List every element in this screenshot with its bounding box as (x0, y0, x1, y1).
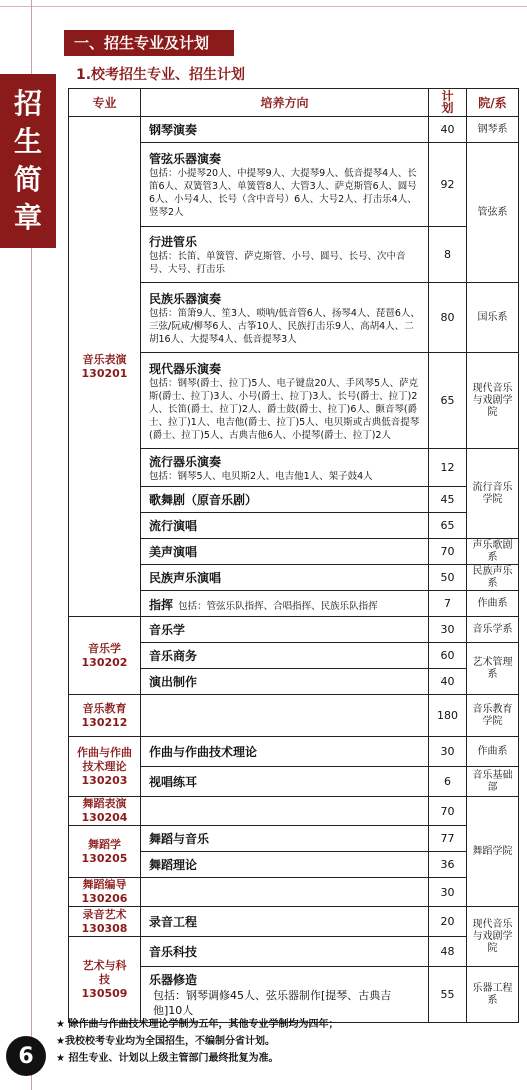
direction-cell: 流行器乐演奏 包括：钢琴5人、电贝斯2人、电吉他1人、架子鼓4人 (141, 449, 429, 487)
plan-cell: 92 (429, 143, 467, 227)
dept-cell: 钢琴系 (467, 117, 519, 143)
plan-cell: 70 (429, 539, 467, 565)
plan-cell: 6 (429, 767, 467, 797)
plan-cell: 55 (429, 967, 467, 1023)
direction-cell: 舞蹈理论 (141, 852, 429, 878)
direction-cell: 行进管乐 包括：长笛、单簧管、萨克斯管、小号、圆号、长号、次中音号、大号、打击乐 (141, 227, 429, 283)
major-cell: 舞蹈学 130205 (69, 826, 141, 878)
plan-cell: 12 (429, 449, 467, 487)
direction-cell: 管弦乐器演奏 包括：小提琴20人、中提琴9人、大提琴9人、低音提琴4人、长笛6人、双簧管3人、单簧管8人、大管3人、萨克斯管6人、圆号6人、小号4人、长号（含中音号）6人、大号2人、打击乐4人、竖琴2人 (141, 143, 429, 227)
dept-cell: 现代音乐与戏剧学院 (467, 353, 519, 449)
enrollment-plan-table (68, 88, 519, 1023)
plan-cell: 65 (429, 353, 467, 449)
plan-cell: 40 (429, 669, 467, 695)
plan-cell: 30 (429, 878, 467, 907)
plan-cell: 20 (429, 907, 467, 937)
plan-cell: 36 (429, 852, 467, 878)
dept-cell: 音乐教育学院 (467, 695, 519, 737)
sidebar-char: 章 (13, 201, 42, 234)
table-row (69, 878, 519, 907)
direction-cell: 乐器修造 包括：钢琴调修45人、弦乐器制作[提琴、古典吉他]10人 (141, 967, 429, 1023)
plan-cell: 48 (429, 937, 467, 967)
direction-cell: 美声演唱 (141, 539, 429, 565)
direction-cell: 演出制作 (141, 669, 429, 695)
table-row (69, 117, 519, 143)
table-row (69, 797, 519, 826)
direction-cell: 钢琴演奏 (141, 117, 429, 143)
plan-cell: 40 (429, 117, 467, 143)
direction-cell: 音乐商务 (141, 643, 429, 669)
sidebar-banner (0, 74, 56, 248)
table-row (69, 737, 519, 767)
sidebar-char: 简 (13, 163, 42, 196)
major-cell: 音乐表演 130201 (69, 117, 141, 617)
plan-cell: 65 (429, 513, 467, 539)
direction-cell: 音乐学 (141, 617, 429, 643)
section-header: 一、招生专业及计划 (64, 30, 234, 56)
header-plan: 计划 (429, 89, 467, 117)
direction-cell: 歌舞剧（原音乐剧） (141, 487, 429, 513)
dept-cell: 管弦系 (467, 143, 519, 283)
plan-cell: 8 (429, 227, 467, 283)
direction-cell: 流行演唱 (141, 513, 429, 539)
dept-cell: 现代音乐与戏剧学院 (467, 907, 519, 967)
top-divider (0, 6, 527, 7)
table-row (69, 695, 519, 737)
section-subtitle: 1.校考招生专业、招生计划 (76, 67, 246, 83)
dept-cell: 流行音乐学院 (467, 449, 519, 539)
major-cell: 音乐学 130202 (69, 617, 141, 695)
direction-cell: 舞蹈与音乐 (141, 826, 429, 852)
major-cell: 录音艺术 130308 (69, 907, 141, 937)
direction-cell: 民族声乐演唱 (141, 565, 429, 591)
header-dept: 院/系 (467, 89, 519, 117)
major-cell: 音乐教育 130212 (69, 695, 141, 737)
header-direction: 培养方向 (141, 89, 429, 117)
plan-cell: 77 (429, 826, 467, 852)
header-major: 专业 (69, 89, 141, 117)
dept-cell: 民族声乐系 (467, 565, 519, 591)
plan-cell: 7 (429, 591, 467, 617)
table-header-row (69, 89, 519, 117)
table-row (69, 937, 519, 967)
sidebar-char: 生 (13, 125, 42, 158)
table-row (69, 826, 519, 852)
direction-cell: 现代器乐演奏 包括：钢琴(爵士、拉丁)5人、电子键盘20人、手风琴5人、萨克斯(爵士、拉丁)3人、小号(爵士、拉丁)3人、长号(爵士、拉丁)2人、长笛(爵士、拉丁)2人、爵士鼓(爵士、拉丁)6人、颤音琴(爵士、拉丁)1人、电吉他(爵士、拉丁)5人、电贝斯或古典低音提琴(爵士、拉丁)5人、古典吉他6人、小提琴(爵士、拉丁)2人 (141, 353, 429, 449)
direction-cell: 视唱练耳 (141, 767, 429, 797)
plan-cell: 60 (429, 643, 467, 669)
dept-cell: 音乐学系 (467, 617, 519, 643)
plan-cell: 45 (429, 487, 467, 513)
dept-cell: 艺术管理系 (467, 643, 519, 695)
major-cell: 作曲与作曲技术理论 130203 (69, 737, 141, 797)
direction-cell (141, 797, 429, 826)
plan-cell: 50 (429, 565, 467, 591)
table-row (69, 617, 519, 643)
direction-cell: 指挥 包括：管弦乐队指挥、合唱指挥、民族乐队指挥 (141, 591, 429, 617)
footnote: ★ 招生专业、计划以上级主管部门最终批复为准。 (56, 1053, 279, 1064)
direction-cell: 作曲与作曲技术理论 (141, 737, 429, 767)
footnote: ★ 除作曲与作曲技术理论学制为五年，其他专业学制均为四年； (56, 1019, 339, 1030)
footnotes (56, 1016, 338, 1067)
table-row (69, 907, 519, 937)
major-cell: 舞蹈编导 130206 (69, 878, 141, 907)
footnote: ★我校校考专业均为全国招生，不编制分省计划。 (56, 1036, 275, 1047)
plan-cell: 70 (429, 797, 467, 826)
plan-cell: 30 (429, 617, 467, 643)
direction-cell (141, 878, 429, 907)
direction-cell: 录音工程 (141, 907, 429, 937)
sidebar-char: 招 (13, 87, 42, 120)
plan-cell: 80 (429, 283, 467, 353)
dept-cell: 作曲系 (467, 737, 519, 767)
dept-cell: 作曲系 (467, 591, 519, 617)
dept-cell: 乐器工程系 (467, 967, 519, 1023)
dept-cell: 音乐基础部 (467, 767, 519, 797)
major-cell: 艺术与科技 130509 (69, 937, 141, 1023)
plan-cell: 180 (429, 695, 467, 737)
plan-cell: 30 (429, 737, 467, 767)
dept-cell: 声乐歌剧系 (467, 539, 519, 565)
direction-cell (141, 695, 429, 737)
dept-cell: 舞蹈学院 (467, 797, 519, 907)
direction-cell: 音乐科技 (141, 937, 429, 967)
page-number: 6 (6, 1036, 46, 1076)
dept-cell: 国乐系 (467, 283, 519, 353)
major-cell: 舞蹈表演 130204 (69, 797, 141, 826)
direction-cell: 民族乐器演奏 包括：笛箫9人、笙3人、唢呐/低音管6人、扬琴4人、琵琶6人、三弦/阮咸/柳琴6人、古筝10人、民族打击乐9人、高胡4人、二胡16人、大提琴4人、低音提琴3人 (141, 283, 429, 353)
